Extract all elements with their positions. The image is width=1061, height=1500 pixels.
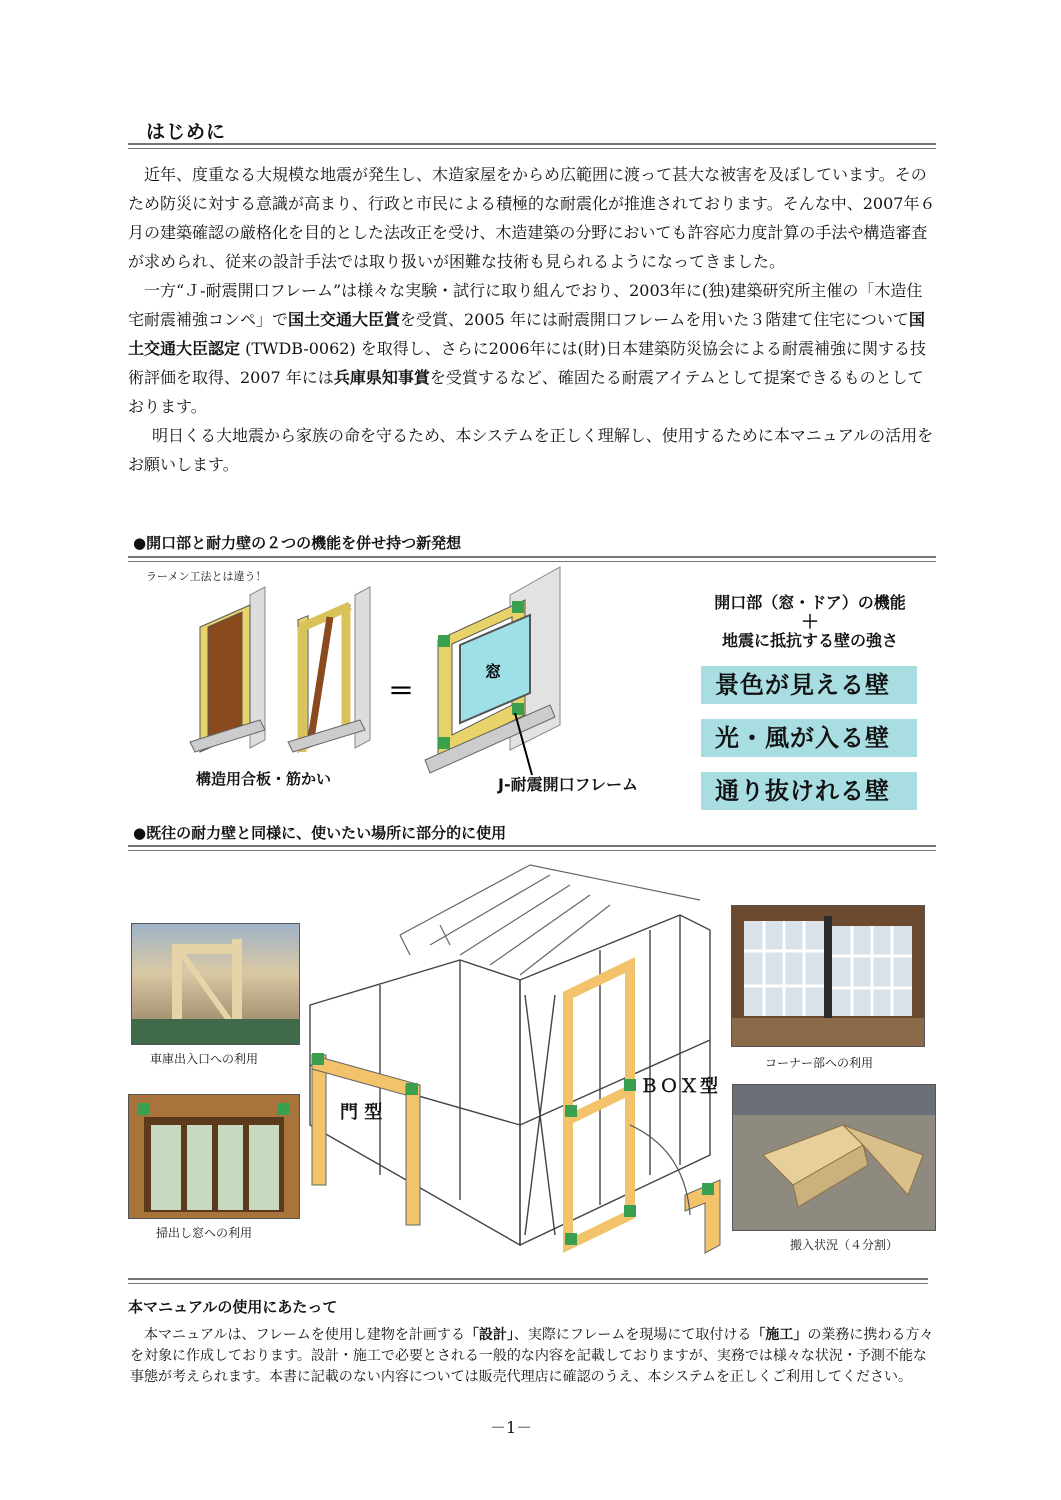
right-caption: J-耐震開口フレーム bbox=[498, 775, 638, 794]
manual-text bbox=[130, 1325, 940, 1388]
frame-part-icon bbox=[685, 1180, 720, 1253]
equals-sign: ＝ bbox=[388, 677, 415, 707]
section2-rule bbox=[128, 845, 936, 851]
intro-paragraph-1: 近年、度重なる大規模な地震が発生し、木造家屋をからめ広範囲に渡って甚大な被害を及ぼしています。そのため防災に対する意識が高まり、行政と市民による積極的な耐震化が推進されております。そんな中、2007年６月の建築確認の厳格化を目的とした法改正を受け、木造建築の分野においても許容応力度計算の手法や構造審査が求められ、従来の設計手法では取り扱いが困難な技術も見られるようになってきました。 bbox=[128, 165, 936, 271]
feature-box-light-wind: 光・風が入る壁 bbox=[701, 719, 917, 757]
section1-rule bbox=[128, 556, 936, 562]
feature-box-walkthrough: 通り抜けれる壁 bbox=[701, 772, 917, 810]
house-frame-diagram bbox=[300, 855, 730, 1260]
section2-title: ●既往の耐力壁と同様に、使いたい場所に部分的に使用 bbox=[133, 824, 507, 842]
gate-type-label: 門 型 bbox=[340, 1102, 383, 1123]
manual-title: 本マニュアルの使用にあたって bbox=[128, 1298, 338, 1316]
garage-photo bbox=[131, 923, 300, 1045]
feature-box-scenery: 景色が見える壁 bbox=[701, 666, 917, 704]
section1-note: ラーメン工法とは違う！ bbox=[146, 570, 267, 583]
title-rule bbox=[128, 143, 936, 149]
intro-paragraph-2: 一方“Ｊ-耐震開口フレーム”は様々な実験・試行に取り組んでおり、2003年に(独)建築研究所主催の「木造住宅耐震補強コンペ」で国土交通大臣賞を受賞、2005 年には耐震開口フレームを用いた３階建て住宅について国土交通大臣認定 (TWDB-0062) を取得し、さらに2006年には(財)日本建築防災協会による耐震補強に関する技術評価を取得、2007 年には兵庫県知事賞を受賞するなど、確固たる耐震アイテムとして提案できるものとしております。 bbox=[128, 281, 927, 416]
sweep-caption: 掃出し窓への利用 bbox=[156, 1226, 253, 1240]
delivery-photo bbox=[732, 1084, 936, 1231]
window-label: 窓 bbox=[485, 662, 502, 681]
function-plus: ＋ bbox=[801, 612, 819, 633]
delivery-caption: 搬入状況（４分割） bbox=[790, 1238, 899, 1252]
left-caption: 構造用合板・筋かい bbox=[196, 770, 332, 788]
garage-caption: 車庫出入口への利用 bbox=[150, 1052, 259, 1066]
function-line-2: 地震に抵抗する壁の強さ bbox=[721, 631, 898, 650]
sweep-window-photo bbox=[128, 1094, 300, 1219]
corner-caption: コーナー部への利用 bbox=[765, 1056, 874, 1070]
curve-arrow bbox=[630, 1125, 690, 1215]
function-line-1: 開口部（窓・ドア）の機能 bbox=[714, 593, 906, 612]
page-title: はじめに bbox=[146, 121, 227, 143]
box-type-label: ＢＯＸ型 bbox=[640, 1076, 720, 1097]
intro-paragraph-3: 明日くる大地震から家族の命を守るため、本システムを正しく理解し、使用するために本マニュアルの活用をお願いします。 bbox=[128, 426, 934, 474]
gate-frame-icon bbox=[312, 1053, 420, 1225]
manual-paragraph: 本マニュアルは、フレームを使用し建物を計画する「設計」、実際にフレームを現場にて取付ける「施工」の業務に携わる方々を対象に作成しております。設計・施工で必要とされる一般的な内容を記載しておりますが、実務では様々な状況・予測不能な事態が考えられます。本書に記載のない内容については販売代理店に確認のうえ、本システムを正しくご利用してください。 bbox=[130, 1327, 934, 1385]
page-number: －1－ bbox=[490, 1418, 533, 1437]
intro-text bbox=[128, 160, 938, 479]
section1-title: ●開口部と耐力壁の２つの機能を併せ持つ新発想 bbox=[133, 534, 462, 552]
corner-photo bbox=[731, 905, 925, 1047]
bottom-rule bbox=[128, 1278, 928, 1284]
